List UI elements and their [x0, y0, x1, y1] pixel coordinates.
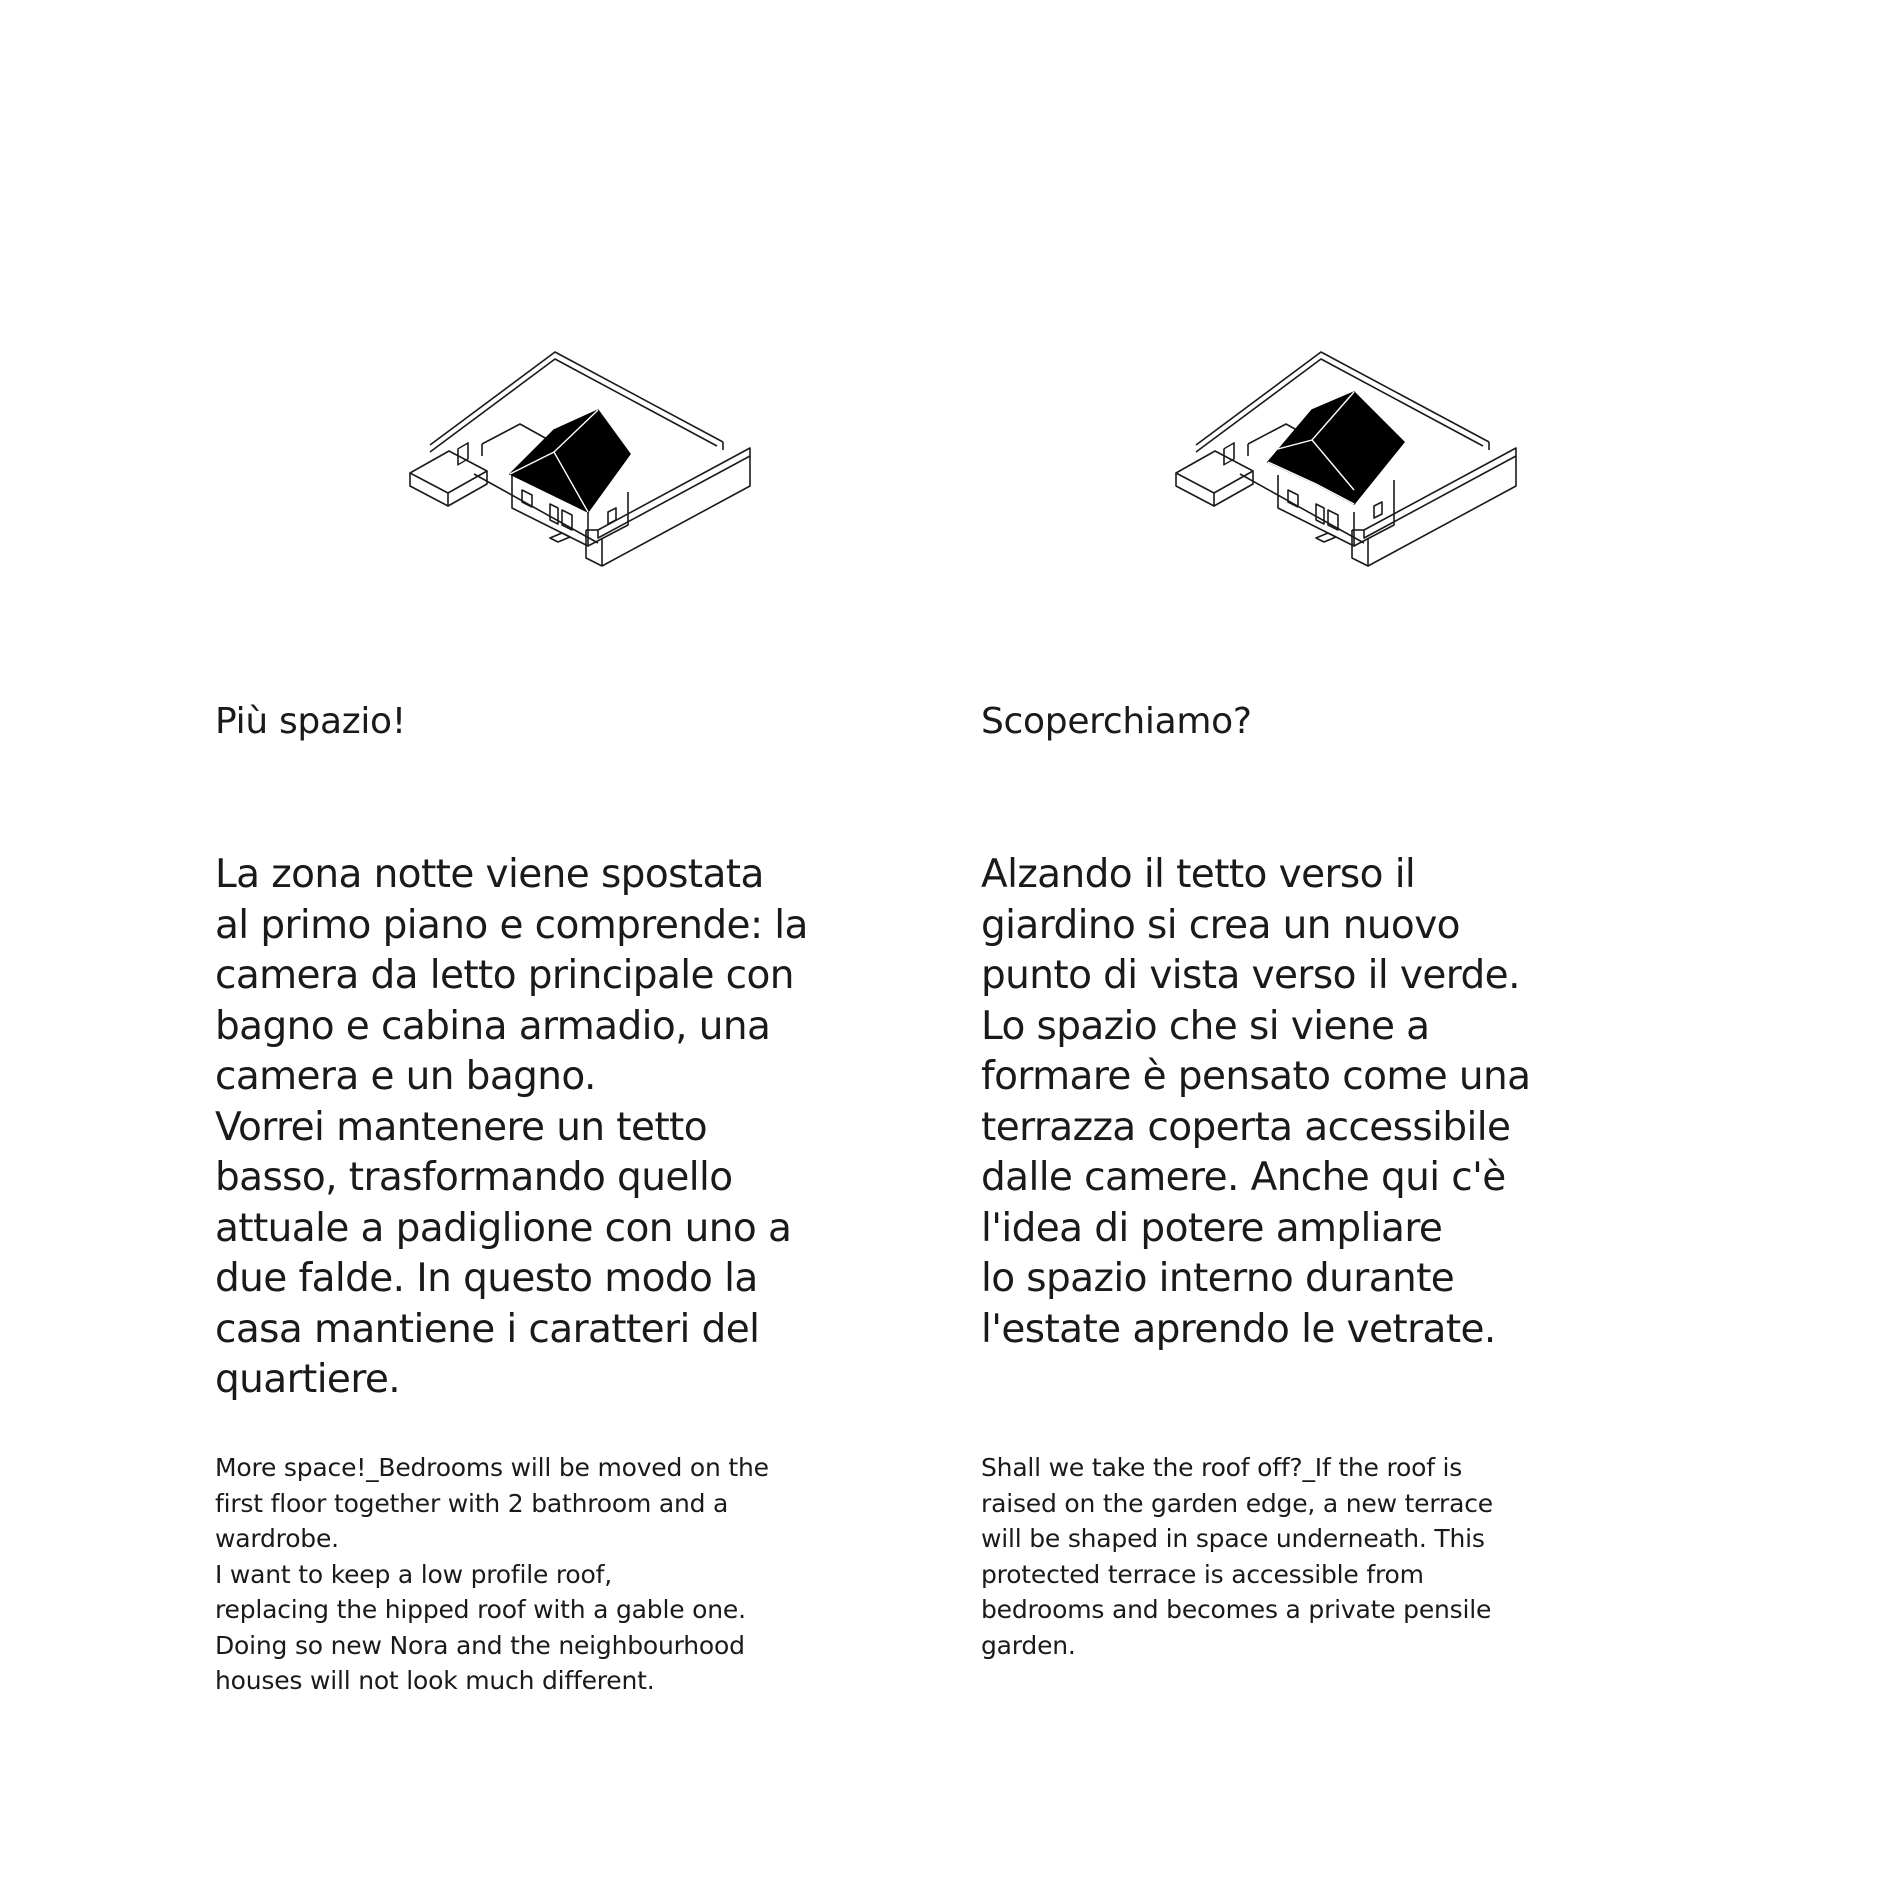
panel-title: Più spazio! [215, 701, 406, 742]
window [1288, 490, 1298, 507]
panel-title: Scoperchiamo? [981, 701, 1252, 742]
text-line: lo spazio interno durante [981, 1256, 1455, 1301]
window [1316, 504, 1324, 524]
text-line: punto di vista verso il verde. [981, 953, 1520, 998]
text-line: Shall we take the roof off?_If the roof is [981, 1453, 1463, 1482]
porch-step [550, 533, 570, 542]
text-line: al primo piano e comprende: la [215, 902, 808, 948]
english-description [215, 1450, 835, 1699]
text-line: camera e un bagno. [215, 1054, 596, 1099]
panel-left [215, 0, 835, 1890]
text-line: I want to keep a low profile roof, [215, 1559, 612, 1589]
text-line: bagno e cabina armadio, una [215, 1003, 771, 1049]
garage-roof [410, 451, 487, 493]
text-line: camera da letto principale con [215, 953, 794, 998]
text-line: Doing so new Nora and the neighbourhood [215, 1630, 745, 1660]
text-line: dalle camere. Anche qui c'è [981, 1155, 1506, 1200]
text-line: casa mantiene i caratteri del [215, 1306, 760, 1352]
text-line: Alzando il tetto verso il [981, 852, 1416, 897]
text-line: bedrooms and becomes a private pensile [981, 1595, 1492, 1624]
text-line: quartiere. [215, 1357, 401, 1402]
italian-description [215, 850, 835, 1406]
text-line: Lo spazio che si viene a [981, 1003, 1430, 1049]
window [550, 504, 558, 524]
text-line: l'estate aprendo le vetrate. [981, 1306, 1496, 1352]
text-line: basso, trasformando quello [215, 1155, 733, 1200]
english-description [981, 1450, 1601, 1663]
text-line: houses will not look much different. [215, 1666, 655, 1695]
text-line: garden. [981, 1630, 1076, 1660]
porch-step [1316, 533, 1336, 542]
roof [510, 410, 630, 512]
text-line: protected terrace is accessible from [981, 1559, 1424, 1589]
text-line: due falde. In questo modo la [215, 1256, 758, 1301]
text-line: first floor together with 2 bathroom and a [215, 1488, 729, 1518]
text-line: terrazza coperta accessibile [981, 1104, 1511, 1150]
axonometric-drawing-right [1156, 340, 1536, 590]
text-line: La zona notte viene spostata [215, 852, 764, 897]
text-line: Vorrei mantenere un tetto [215, 1104, 708, 1150]
window [522, 490, 532, 507]
text-line: l'idea di potere ampliare [981, 1205, 1443, 1251]
text-line: attuale a padiglione con uno a [215, 1205, 792, 1251]
text-line: giardino si crea un nuovo [981, 902, 1460, 948]
axonometric-drawing-left [390, 340, 770, 590]
text-line: formare è pensato come una [981, 1054, 1531, 1099]
italian-description [981, 850, 1601, 1355]
text-line: replacing the hipped roof with a gable one. [215, 1595, 746, 1624]
text-line: wardrobe. [215, 1524, 339, 1553]
window [1374, 502, 1382, 518]
text-line: More space!_Bedrooms will be moved on the [215, 1453, 769, 1482]
text-line: will be shaped in space underneath. This [981, 1524, 1485, 1553]
text-line: raised on the garden edge, a new terrace [981, 1488, 1493, 1518]
house-hipped-to-gable-roof-axonometric-icon [390, 340, 770, 590]
garage-roof [1176, 451, 1253, 493]
raised-roof [1268, 392, 1404, 504]
house-raised-roof-terrace-axonometric-icon [1156, 340, 1536, 590]
panel-right [981, 0, 1601, 1890]
